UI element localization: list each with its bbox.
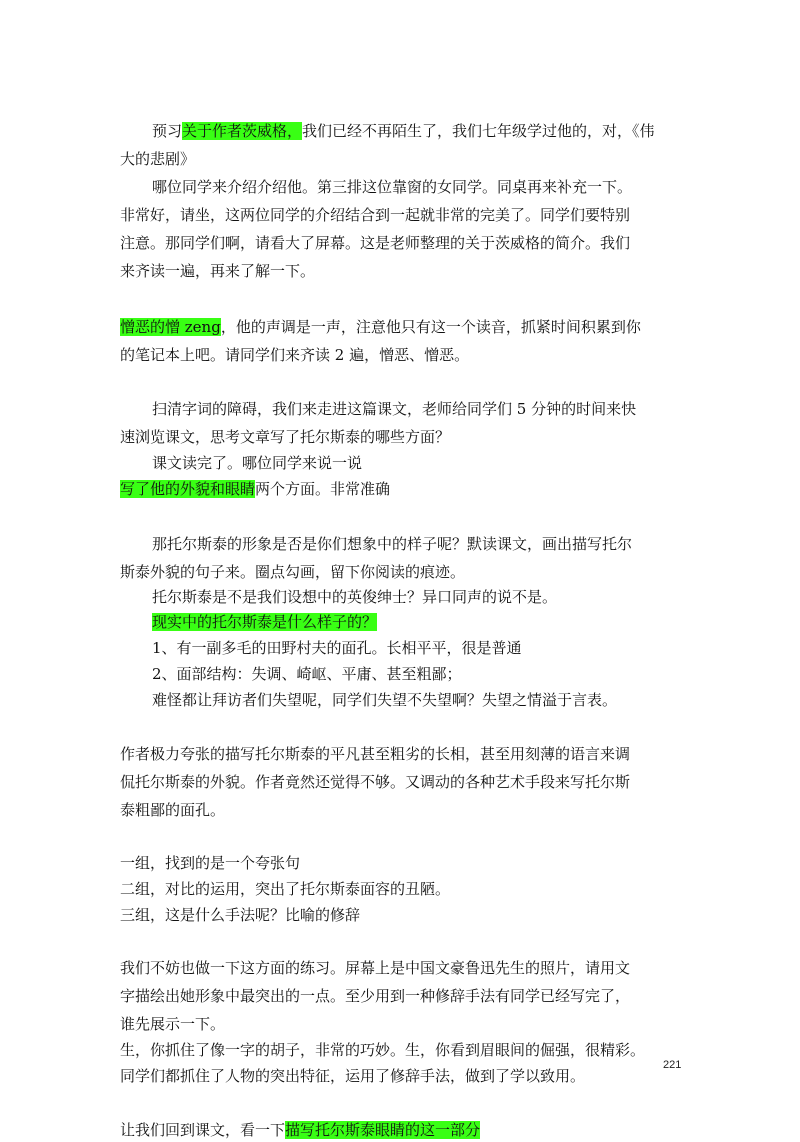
text-line [120, 425, 450, 449]
text-line [120, 956, 630, 980]
text: 的笔记本上吧。请同学们来齐读 2 遍，憎恶、憎恶。 [120, 346, 470, 364]
text-line [120, 560, 465, 584]
text: 三组，这是什么手法呢？比喻的修辞 [120, 906, 361, 924]
text-line [120, 147, 195, 171]
text-line [120, 851, 300, 875]
text: 哪位同学来介绍介绍他。第三排这位靠窗的女同学。同桌再来补充一下。 [152, 178, 633, 196]
text-line [120, 231, 630, 255]
text-line [120, 259, 315, 283]
text-line [152, 532, 632, 556]
highlighted-text: 关于作者茨威格， [182, 122, 303, 140]
text: 1、有一副多毛的田野村夫的面孔。长相平平，很是普通 [152, 639, 522, 657]
text: 非常好，请坐，这两位同学的介绍结合到一起就非常的完美了。同学们要特别 [120, 206, 631, 224]
text: ，他的声调是一声，注意他只有这一个读音，抓紧时间积累到你 [220, 318, 641, 336]
text: 侃托尔斯泰的外貌。作者竟然还觉得不够。又调动的各种艺术手段来写托尔斯 [120, 773, 631, 791]
text-line [120, 798, 225, 822]
text-line [120, 984, 630, 1008]
text: 让我们回到课文，看一下 [120, 1121, 286, 1139]
text: 两个方面。非常准确 [255, 480, 391, 498]
text-line [152, 451, 362, 475]
text-line [152, 636, 522, 660]
text: 同学们都抓住了人物的突出特征，运用了修辞手法，做到了学以致用。 [120, 1067, 586, 1085]
text-line [120, 770, 630, 794]
text-line [152, 119, 655, 143]
text: 预习 [152, 122, 183, 140]
text-line [120, 877, 450, 901]
text-line [120, 315, 641, 339]
text: 生，你抓住了像一字的胡子，非常的巧妙。生，你看到眉眼间的倔强，很精彩。 [120, 1041, 646, 1059]
text: 大的悲剧》 [120, 150, 196, 168]
text-line [152, 662, 462, 686]
text: 二组，对比的运用，突出了托尔斯泰面容的丑陋。 [120, 880, 451, 898]
text: 泰粗鄙的面孔。 [120, 801, 226, 819]
text: 难怪都让拜访者们失望呢，同学们失望不失望啊？失望之情溢于言表。 [152, 691, 618, 709]
text: 我们已经不再陌生了，我们七年级学过他的，对，《伟 [302, 122, 655, 140]
highlighted-text: 写了他的外貌和眼睛 [120, 480, 256, 498]
highlighted-text: 描写托尔斯泰眼睛的这一部分 [285, 1121, 481, 1139]
text-line [120, 1064, 585, 1088]
text-line [120, 1012, 225, 1036]
text: 2、面部结构：失调、崎岖、平庸、甚至粗鄙； [152, 665, 462, 683]
text-line [120, 742, 630, 766]
text: 注意。那同学们啊，请看大了屏幕。这是老师整理的关于茨威格的简介。我们 [120, 234, 631, 252]
text: 一组，找到的是一个夸张句 [120, 854, 301, 872]
text-line [152, 397, 636, 421]
text: 作者极力夸张的描写托尔斯泰的平凡甚至粗劣的长相，甚至用刻薄的语言来调 [120, 745, 631, 763]
text: 速浏览课文，思考文章写了托尔斯泰的哪些方面？ [120, 428, 451, 446]
text-line [120, 1038, 645, 1062]
page-number: 221 [663, 1059, 682, 1071]
text: 字描绘出她形象中最突出的一点。至少用到一种修辞手法有同学已经写完了， [120, 987, 631, 1005]
text: 托尔斯泰是不是我们设想中的英俊绅士？异口同声的说不是。 [152, 588, 558, 606]
text: 扫清字词的障碍，我们来走进这篇课文，老师给同学们 5 分钟的时间来快 [152, 400, 637, 418]
text-line [152, 688, 617, 712]
text: 来齐读一遍，再来了解一下。 [120, 262, 316, 280]
text: 那托尔斯泰的形象是否是你们想象中的样子呢？默读课文，画出描写托尔 [152, 535, 633, 553]
text-line [152, 610, 377, 634]
text: 斯泰外貌的句子来。圈点勾画，留下你阅读的痕迹。 [120, 563, 466, 581]
text-line [120, 203, 630, 227]
text-line [120, 903, 360, 927]
text-line [152, 585, 557, 609]
highlighted-text: 憎恶的憎 zeng [120, 318, 221, 336]
highlighted-text: 现实中的托尔斯泰是什么样子的？ [152, 613, 378, 631]
text: 课文读完了。哪位同学来说一说 [152, 454, 363, 472]
text-line [152, 175, 632, 199]
text: 我们不妨也做一下这方面的练习。屏幕上是中国文豪鲁迅先生的照片，请用文 [120, 959, 631, 977]
text-line [120, 343, 469, 367]
text: 谁先展示一下。 [120, 1015, 226, 1033]
text-line [120, 477, 390, 501]
text-line [120, 1118, 480, 1142]
